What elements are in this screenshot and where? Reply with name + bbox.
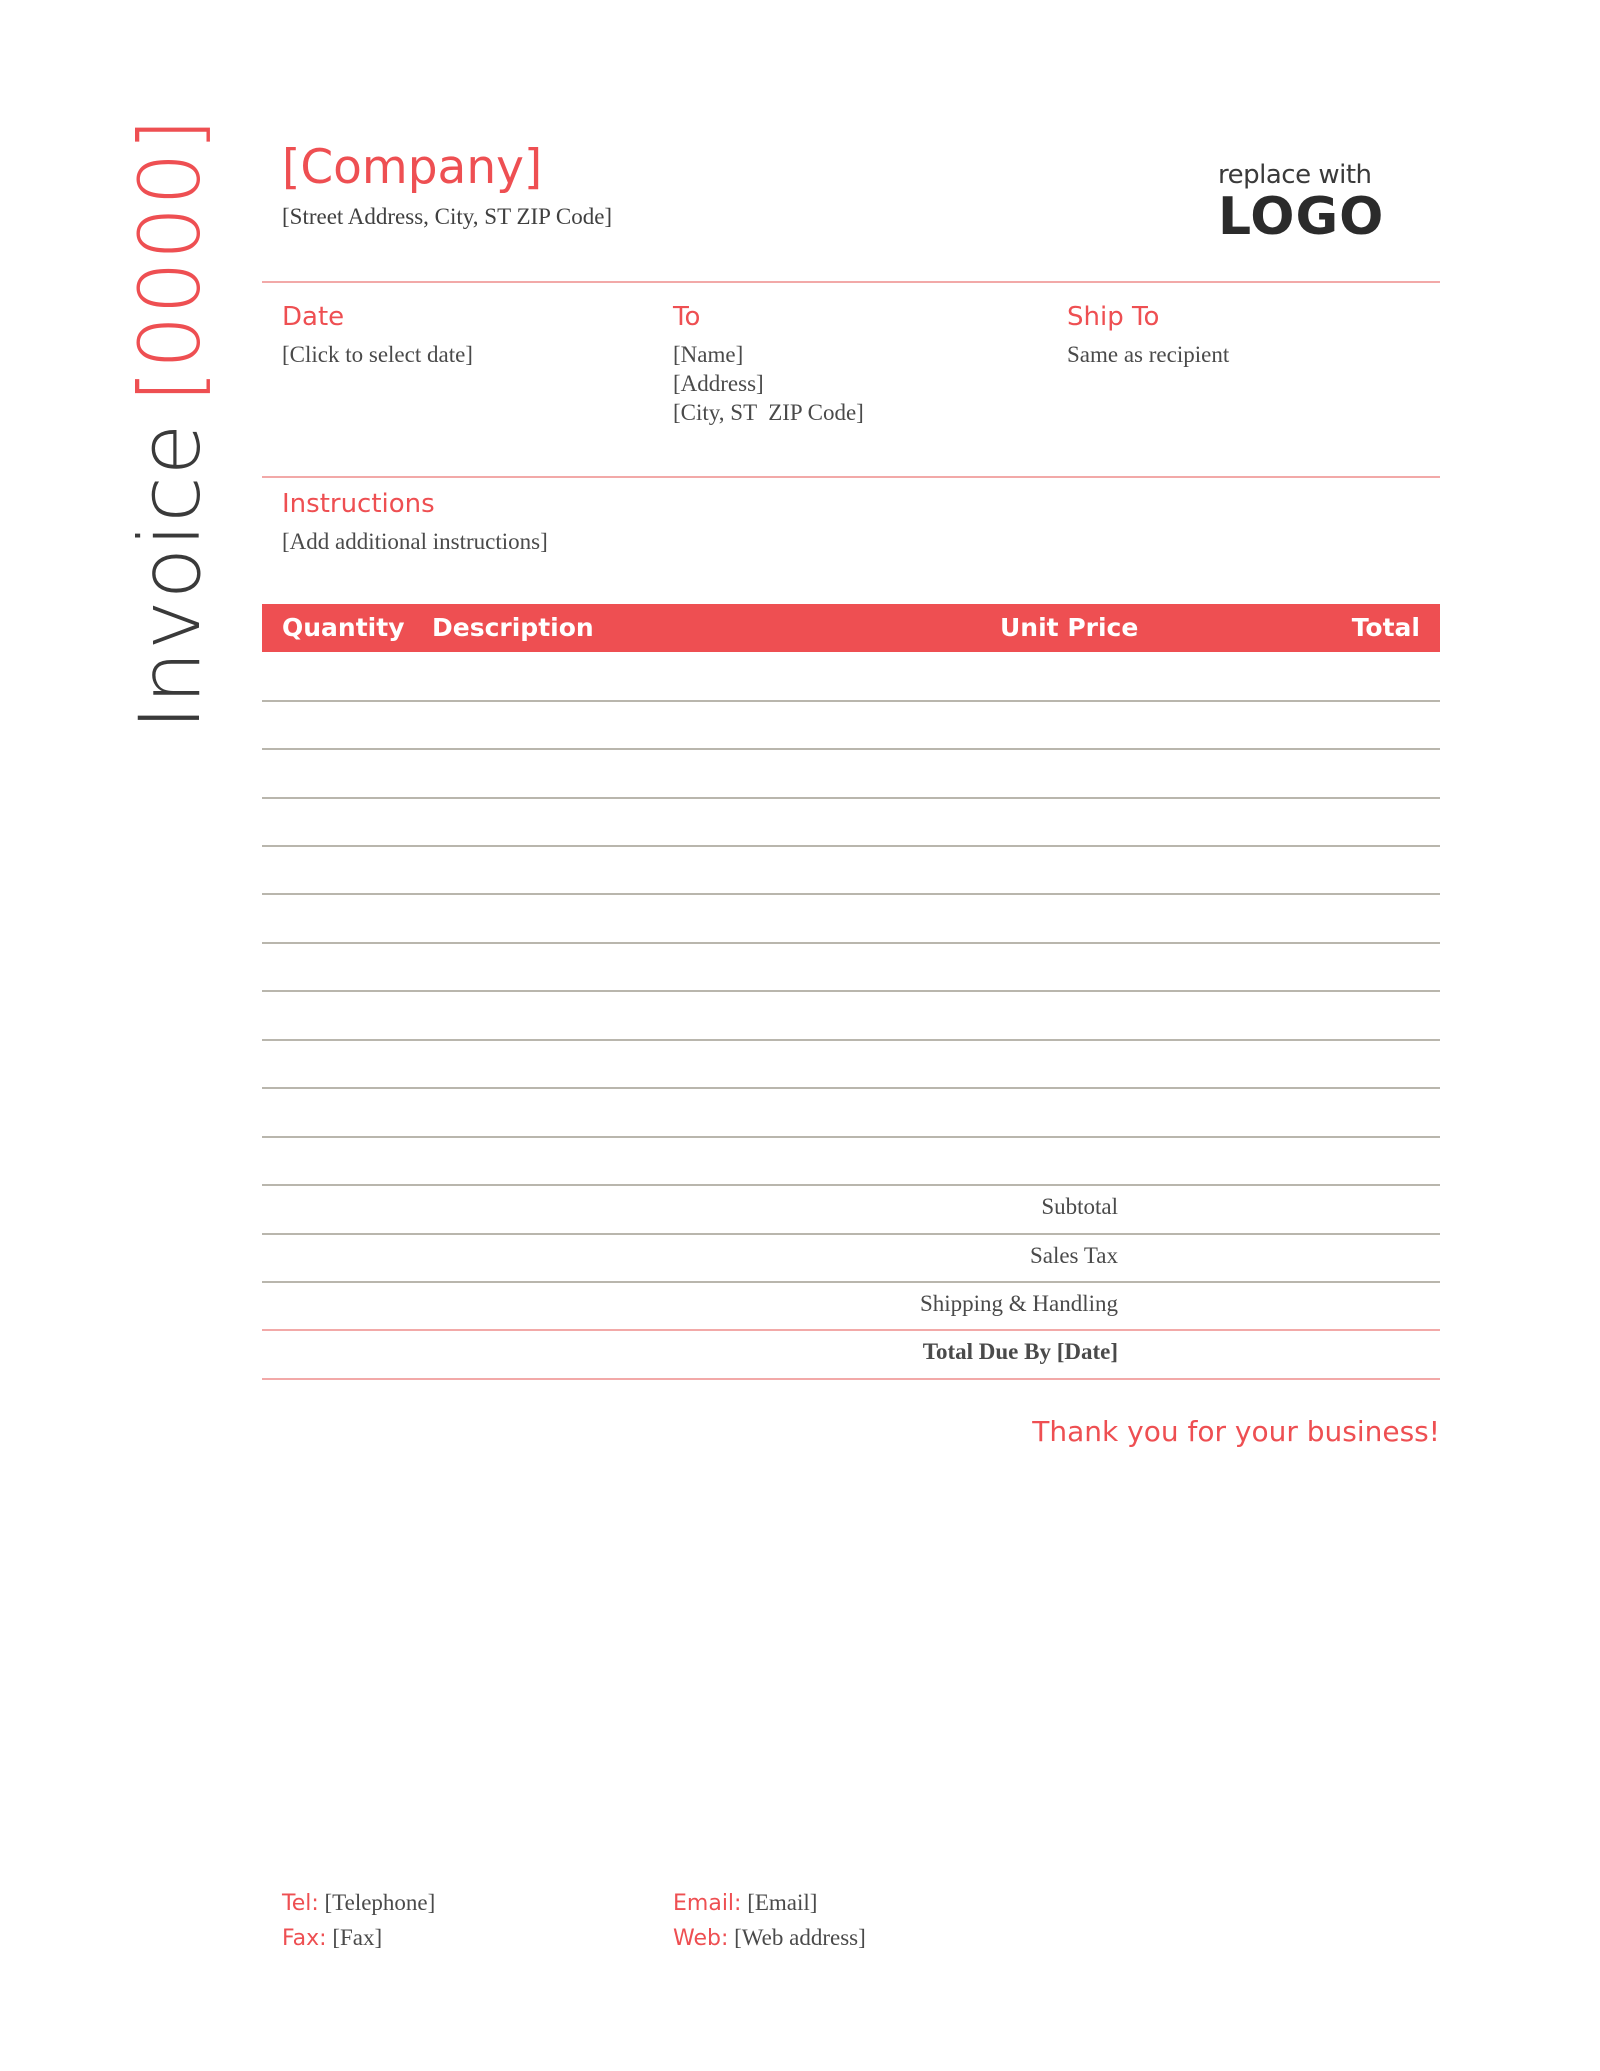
email-label: Email: — [673, 1891, 742, 1916]
to-city[interactable]: [City, ST ZIP Code] — [673, 400, 864, 425]
col-unit-price: Unit Price — [1000, 613, 1139, 642]
subtotal-label: Subtotal — [1041, 1194, 1118, 1219]
company-name[interactable]: [Company] — [282, 140, 543, 195]
instructions-label: Instructions — [282, 489, 435, 519]
contact-web[interactable] — [673, 1925, 866, 1951]
table-row[interactable] — [262, 893, 1440, 895]
table-row[interactable] — [262, 1233, 1440, 1235]
contact-email[interactable] — [673, 1890, 817, 1916]
address-divider — [262, 476, 1440, 478]
table-row[interactable] — [262, 1281, 1440, 1283]
col-quantity: Quantity — [282, 613, 405, 642]
table-row[interactable] — [262, 748, 1440, 750]
table-row[interactable] — [262, 1184, 1440, 1186]
logo-caption: replace with — [1218, 160, 1372, 190]
to-label: To — [673, 302, 701, 332]
tel-label: Tel: — [282, 1891, 319, 1916]
total-divider-bottom — [262, 1378, 1440, 1380]
logo-placeholder[interactable] — [1218, 160, 1385, 247]
date-label: Date — [282, 302, 345, 332]
ship-to-value[interactable]: Same as recipient — [1067, 342, 1230, 367]
fax-label: Fax: — [282, 1926, 327, 1951]
table-row[interactable] — [262, 1039, 1440, 1041]
table-row[interactable] — [262, 990, 1440, 992]
logo-text: LOGO — [1218, 187, 1385, 247]
table-row[interactable] — [262, 797, 1440, 799]
col-description: Description — [432, 613, 594, 642]
instructions-value[interactable]: [Add additional instructions] — [282, 529, 548, 554]
table-header — [262, 604, 1440, 652]
to-address[interactable]: [Address] — [673, 371, 764, 396]
table-row[interactable] — [262, 845, 1440, 847]
to-block[interactable] — [673, 340, 864, 427]
to-name[interactable]: [Name] — [673, 342, 744, 367]
email-value[interactable]: [Email] — [747, 1890, 818, 1915]
ship-to-label: Ship To — [1067, 302, 1160, 332]
web-label: Web: — [673, 1926, 729, 1951]
total-divider-top — [262, 1329, 1440, 1331]
date-value[interactable]: [Click to select date] — [282, 342, 473, 367]
header-divider — [262, 281, 1440, 283]
invoice-title — [121, 117, 219, 730]
invoice-number: [0000] — [121, 117, 219, 403]
table-row[interactable] — [262, 1087, 1440, 1089]
contact-fax[interactable] — [282, 1925, 382, 1951]
shipping-label: Shipping & Handling — [919, 1291, 1118, 1316]
col-total: Total — [1351, 613, 1420, 642]
thank-you-note: Thank you for your business! — [1032, 1415, 1440, 1448]
invoice-word: Invoice — [121, 422, 219, 730]
total-due-label: Total Due By [Date] — [922, 1339, 1118, 1364]
tel-value[interactable]: [Telephone] — [324, 1890, 436, 1915]
web-value[interactable]: [Web address] — [734, 1925, 866, 1950]
table-row[interactable] — [262, 942, 1440, 944]
contact-tel[interactable] — [282, 1890, 435, 1916]
table-row[interactable] — [262, 700, 1440, 702]
table-row[interactable] — [262, 1136, 1440, 1138]
fax-value[interactable]: [Fax] — [332, 1925, 383, 1950]
sales-tax-label: Sales Tax — [1029, 1243, 1118, 1268]
company-address[interactable]: [Street Address, City, ST ZIP Code] — [282, 204, 613, 229]
